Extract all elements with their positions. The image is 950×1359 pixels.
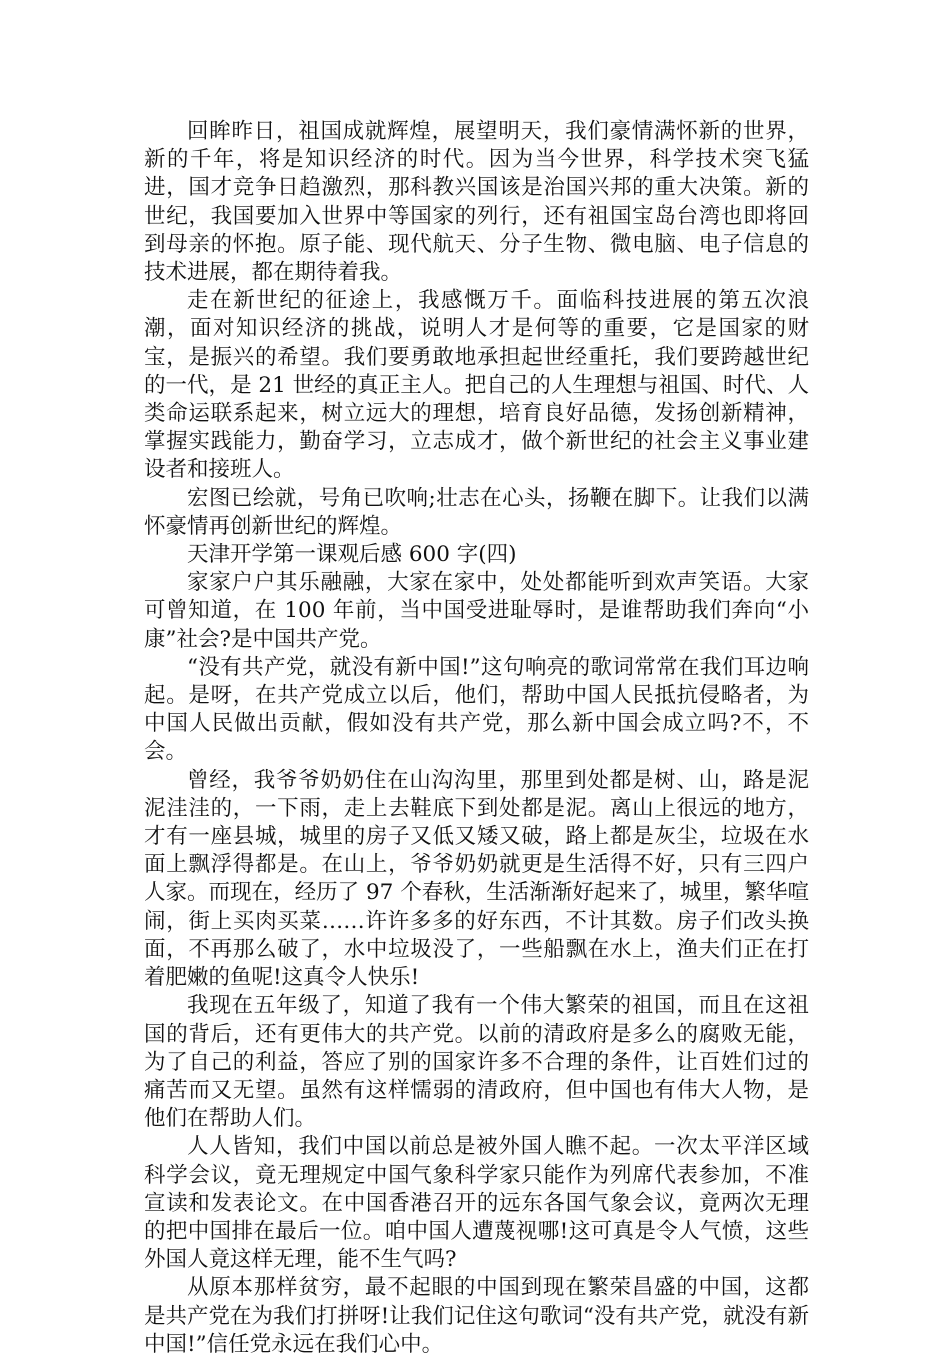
paragraph-9: 从原本那样贫穷，最不起眼的中国到现在繁荣昌盛的中国，这都是共产党在为我们打拼呀!让我们记住这句歌词“没有共产党，就没有新中国!”信任党永远在我们心中。 <box>144 1275 809 1357</box>
paragraph-2: 走在新世纪的征途上，我感慨万千。面临科技进展的第五次浪潮，面对知识经济的挑战，说明人才是何等的重要，它是国家的财宝，是振兴的希望。我们要勇敢地承担起世经重托，我们要跨越世纪的一代，是 21 世经的真正主人。把自己的人生理想与祖国、时代、人类命运联系起来，树立远大的理想，培育良好品德，发扬创新精神，掌握实践能力，勤奋学习，立志成才，做个新世纪的社会主义事业建设者和接班人。 <box>144 288 809 483</box>
paragraph-6: 曾经，我爷爷奶奶住在山沟沟里，那里到处都是树、山，路是泥泥洼洼的，一下雨，走上去鞋底下到处都是泥。离山上很远的地方，才有一座县城，城里的房子又低又矮又破，路上都是灰尘，垃圾在水面上飘浮得都是。在山上，爷爷奶奶就更是生活得不好，只有三四户人家。而现在，经历了 97 个春秋，生活渐渐好起来了，城里，繁华喧闹，街上买肉买菜……许许多多的好东西，不计其数。房子们改头换面，不再那么破了，水中垃圾没了，一些船飘在水上，渔夫们正在打着肥嫩的鱼呢!这真令人快乐! <box>144 767 809 991</box>
paragraph-4: 家家户户其乐融融，大家在家中，处处都能听到欢声笑语。大家可曾知道，在 100 年前，当中国受进耻辱时，是谁帮助我们奔向“小康”社会?是中国共产党。 <box>144 570 809 652</box>
paragraph-8: 人人皆知，我们中国以前总是被外国人瞧不起。一次太平洋区域科学会议，竟无理规定中国气象科学家只能作为列席代表参加，不准宣读和发表论文。在中国香港召开的远东各国气象会议，竟两次无理的把中国排在最后一位。咱中国人遭蔑视哪!这可真是令人气愤，这些外国人竟这样无理，能不生气吗? <box>144 1134 809 1273</box>
paragraph-3: 宏图已绘就，号角已吹响;壮志在心头，扬鞭在脚下。让我们以满怀豪情再创新世纪的辉煌。 <box>144 485 809 539</box>
section-heading: 天津开学第一课观后感 600 字(四) <box>187 542 517 568</box>
paragraph-7: 我现在五年级了，知道了我有一个伟大繁荣的祖国，而且在这祖国的背后，还有更伟大的共产党。以前的清政府是多么的腐败无能，为了自己的利益，答应了别的国家许多不合理的条件，让百姓们过的痛苦而又无望。虽然有这样懦弱的清政府，但中国也有伟大人物，是他们在帮助人们。 <box>144 993 809 1132</box>
document-page <box>144 118 809 1359</box>
paragraph-1: 回眸昨日，祖国成就辉煌，展望明天，我们豪情满怀新的世界，新的千年，将是知识经济的时代。因为当今世界，科学技术突飞猛进，国才竞争日趋激烈，那科教兴国该是治国兴邦的重大决策。新的世纪，我国要加入世界中等国家的列行，还有祖国宝岛台湾也即将回到母亲的怀抱。原子能、现代航天、分子生物、微电脑、电子信息的技术进展，都在期待着我。 <box>144 119 809 286</box>
paragraph-5: “没有共产党，就没有新中国!”这句响亮的歌词常常在我们耳边响起。是呀，在共产党成立以后，他们，帮助中国人民抵抗侵略者，为中国人民做出贡献，假如没有共产党，那么新中国会成立吗?不，不会。 <box>144 654 809 765</box>
